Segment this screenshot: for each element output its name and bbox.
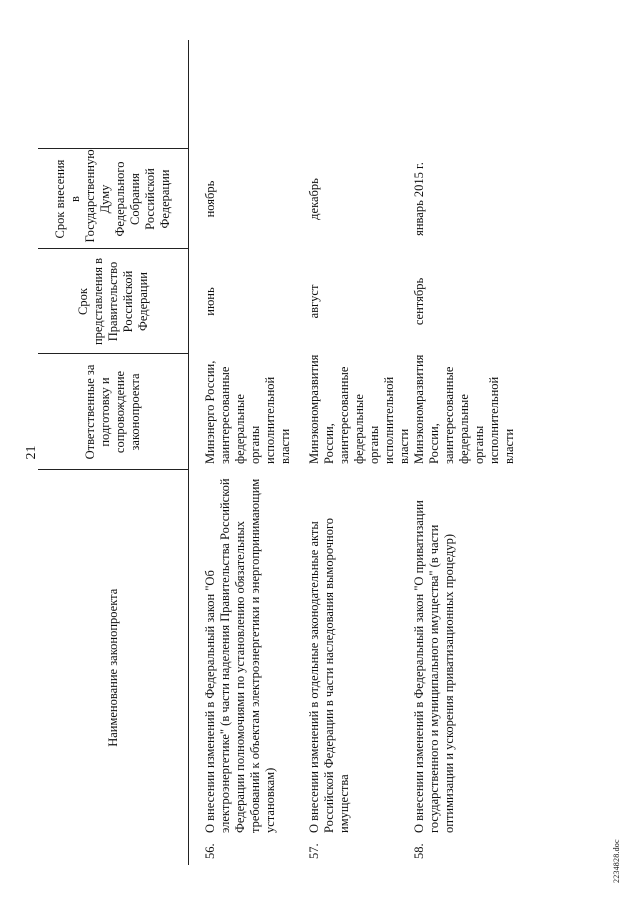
- empty-cell: [412, 40, 517, 149]
- header-duma-deadline: Срок внесения в Государственную Думу Федерального Собрания Российской Федерации: [38, 149, 189, 249]
- responsible-cell: Минэкономразвития России, заинтересованные федеральные органы исполнительной власти: [307, 354, 411, 464]
- responsible-cell: Минэнерго России, заинтересованные федеральные органы исполнительной власти: [203, 360, 292, 464]
- bill-name-cell: [189, 470, 308, 865]
- bill-name: О внесении изменений в Федеральный закон "О приватизации государственного и муниципального имущества" (в части оптимизации и ускорения приватизационных процедур): [412, 500, 456, 833]
- empty-cell: [307, 40, 412, 149]
- table-header-row: [38, 40, 189, 865]
- gov-deadline-cell: июнь: [203, 287, 217, 316]
- duma-deadline-cell: январь 2015 г.: [412, 162, 426, 236]
- row-number: 56.: [203, 843, 217, 859]
- row-number: 57.: [307, 843, 321, 859]
- bill-name: О внесении изменений в Федеральный закон "Об электроэнергетике" (в части наделения Правительства Российской Федерации полномочиями по установлению обязательных требований к объектам электроэнергетики и энергопринимающим установкам): [203, 478, 277, 833]
- table-row: [189, 40, 308, 865]
- table-row: [307, 40, 412, 865]
- bill-name-cell: [307, 470, 412, 865]
- empty-cell: [189, 40, 308, 149]
- gov-deadline-cell: сентябрь: [412, 277, 426, 326]
- header-empty: [38, 40, 189, 149]
- bill-name: О внесении изменений в отдельные законодательные акты Российской Федерации в части наследования выморочного имущества: [307, 517, 351, 833]
- responsible-cell: Минэкономразвития России, заинтересованные федеральные органы исполнительной власти: [412, 354, 516, 464]
- header-gov-deadline: Срок представления в Правительство Российской Федерации: [38, 249, 189, 354]
- header-responsible: Ответственные за подготовку и сопровождение законопроекта: [38, 354, 189, 470]
- page-number: 21: [24, 445, 39, 460]
- duma-deadline-cell: декабрь: [307, 178, 321, 220]
- row-number: 58.: [412, 843, 426, 859]
- bill-plan-table: [38, 40, 517, 865]
- document-file-name: 2234828.doc: [612, 839, 621, 883]
- table-row: [412, 40, 517, 865]
- bill-name-cell: [412, 470, 517, 865]
- duma-deadline-cell: ноябрь: [203, 180, 217, 218]
- gov-deadline-cell: август: [307, 284, 321, 319]
- header-name: Наименование законопроекта: [38, 470, 189, 865]
